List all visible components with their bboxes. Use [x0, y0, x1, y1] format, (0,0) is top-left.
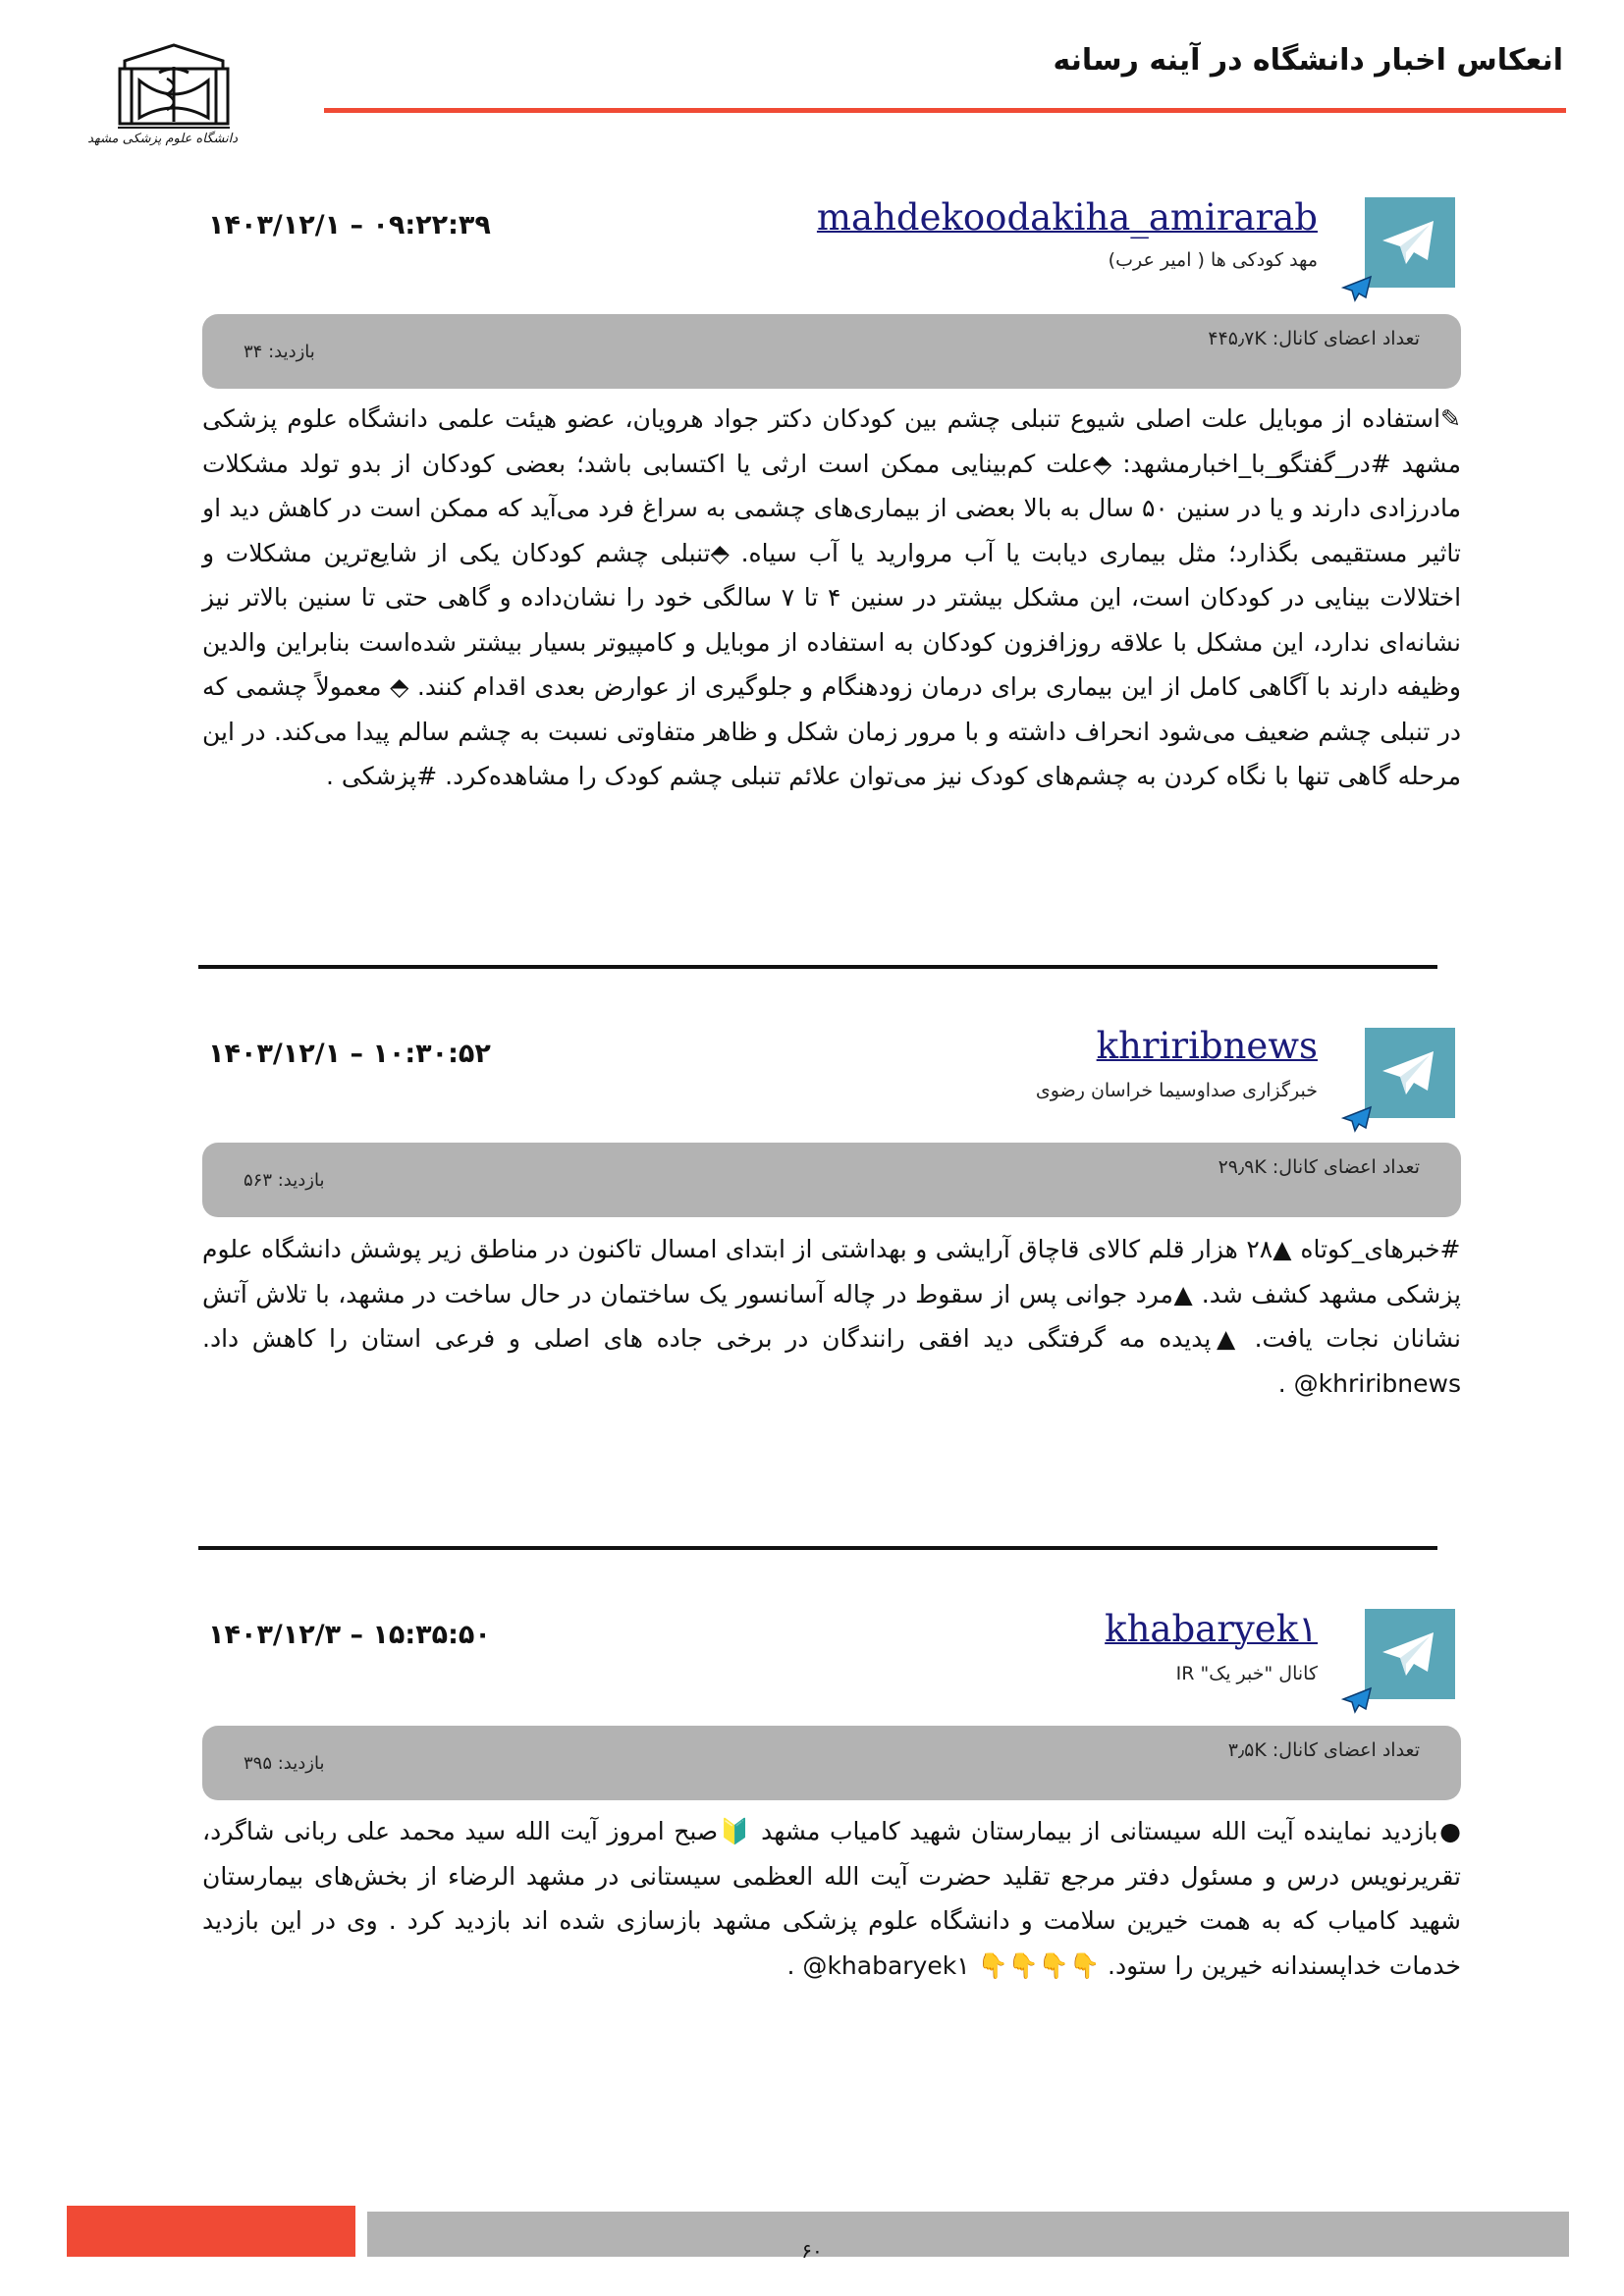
university-logo — [87, 39, 238, 157]
post-datetime: ۱۴۰۳/۱۲/۳ – ۱۵:۳۵:۵۰ — [208, 1620, 491, 1650]
post-body: #خبرهای_کوتاه ▲۲۸ هزار قلم کالای قاچاق آرایشی و بهداشتی از ابتدای امسال تاکنون در مناطق زیر پوشش دانشگاه علوم پزشکی مشهد کشف شد. ▲مرد جوانی پس از سقوط در چاله آسانسور یک ساختمان در حال ساخت در مشهد، با تلاش آتش نشانان نجات یافت. ▲پدیده مه گرفتگی دید افقی رانندگان در برخی جاده های اصلی و فرعی استان را کاهش داد. khriribnews@ . — [202, 1235, 1461, 1398]
page-number: ۶۰ — [801, 2239, 823, 2263]
member-count: تعداد اعضای کانال: ۲۹٫۹K — [1218, 1156, 1420, 1178]
telegram-plane-icon — [1341, 1686, 1373, 1714]
telegram-icon — [1365, 197, 1455, 288]
stats-bar — [202, 1726, 1461, 1800]
stats-bar — [202, 314, 1461, 389]
view-count: بازدید: ۳۹۵ — [244, 1753, 325, 1774]
post-datetime: ۱۴۰۳/۱۲/۱ – ۱۰:۳۰:۵۲ — [208, 1039, 491, 1069]
telegram-icon — [1365, 1609, 1455, 1699]
post-body: ●بازدید نماینده آیت الله سیستانی از بیمارستان شهید کامیاب مشهد 🔰صبح امروز آیت الله سید محمد علی ربانی شاگرد، تقریرنویس درس و مسئول دفتر مرجع تقلید حضرت آیت الله العظمی سیستانی در مشهد الرضاء از بخش‌های بیمارستان شهید کامیاب که به همت خیرین سلامت و دانشگاه علوم پزشکی مشهد بازسازی شده اند بازدید کرد . وی در این بازدید خدمات خداپسندانه خیرین را ستود. 👇👇👇👇 khabaryek۱@ . — [202, 1817, 1461, 1980]
post-body: ✎استفاده از موبایل علت اصلی شیوع تنبلی چشم بین کودکان دکتر جواد هرویان، عضو هیئت علمی دانشگاه علوم پزشکی مشهد #در_گفتگو_با_اخبارمشهد: ⬘علت کم‌بینایی ممکن است ارثی یا اکتسابی باشد؛ بعضی کودکان از بدو تولد مشکلات مادرزادی دارند و یا در سنین ۵۰ سال به بالا بعضی از بیماری‌های چشمی به سراغ فرد می‌آید که ممکن است در کاهش دید او تاثیر مستقیمی بگذارد؛ مثل بیماری دیابت یا آب مروارید یا آب سیاه. ⬘تنبلی چشم کودکان یکی از شایع‌ترین مشکلات و اختلالات بینایی در کودکان است، این مشکل بیشتر در سنین ۴ تا ۷ سالگی خود را نشان‌داده و گاهی حتی تا سنین بالاتر نیز نشانه‌ای ندارد، این مشکل با علاقه روزافزون کودکان به استفاده از موبایل و کامپیوتر بسیار بیشتر شده‌است بنابراین والدین وظیفه دارند با آگاهی کامل از این بیماری برای درمان زودهنگام و جلوگیری از عوارض بعدی اقدام کنند. ⬘ معمولاً چشمی که در تنبلی چشم ضعیف می‌شود انحراف داشته و با مرور زمان شکل و ظاهر متفاوتی نسبت به چشم سالم پیدا می‌کند. در این مرحله گاهی تنها با نگاه کردن به چشم‌های کودک نیز می‌توان علائم تنبلی چشم کودک را مشاهده‌کرد. #پزشکی . — [202, 404, 1462, 790]
channel-subtitle: خبرگزاری صداوسیما خراسان رضوی — [1035, 1080, 1318, 1101]
channel-name-link[interactable]: khriribnews — [1096, 1025, 1318, 1067]
post-separator — [198, 1546, 1437, 1550]
telegram-plane-icon — [1341, 275, 1373, 302]
logo-caption: دانشگاه علوم پزشکی مشهد — [87, 132, 238, 146]
stats-bar — [202, 1143, 1461, 1217]
view-count: بازدید: ۳۴ — [244, 342, 315, 362]
channel-subtitle: مهد کودکی ها ( امیر عرب) — [1108, 249, 1318, 271]
member-count: تعداد اعضای کانال: ۴۴۵٫۷K — [1208, 328, 1420, 349]
member-count: تعداد اعضای کانال: ۳٫۵K — [1227, 1739, 1420, 1761]
view-count: بازدید: ۵۶۳ — [244, 1170, 325, 1191]
page-title: انعکاس اخبار دانشگاه در آینه رسانه — [1053, 43, 1563, 78]
channel-name-link[interactable]: mahdekoodakiha_amirarab — [816, 196, 1318, 239]
channel-name-link[interactable]: khabaryek۱ — [1105, 1608, 1318, 1650]
post-datetime: ۱۴۰۳/۱۲/۱ – ۰۹:۲۲:۳۹ — [208, 210, 491, 240]
header-divider — [324, 108, 1566, 113]
post-separator — [198, 965, 1437, 969]
telegram-icon — [1365, 1028, 1455, 1118]
telegram-plane-icon — [1341, 1105, 1373, 1133]
channel-subtitle: کانال "خبر یک" IR — [1175, 1663, 1318, 1684]
